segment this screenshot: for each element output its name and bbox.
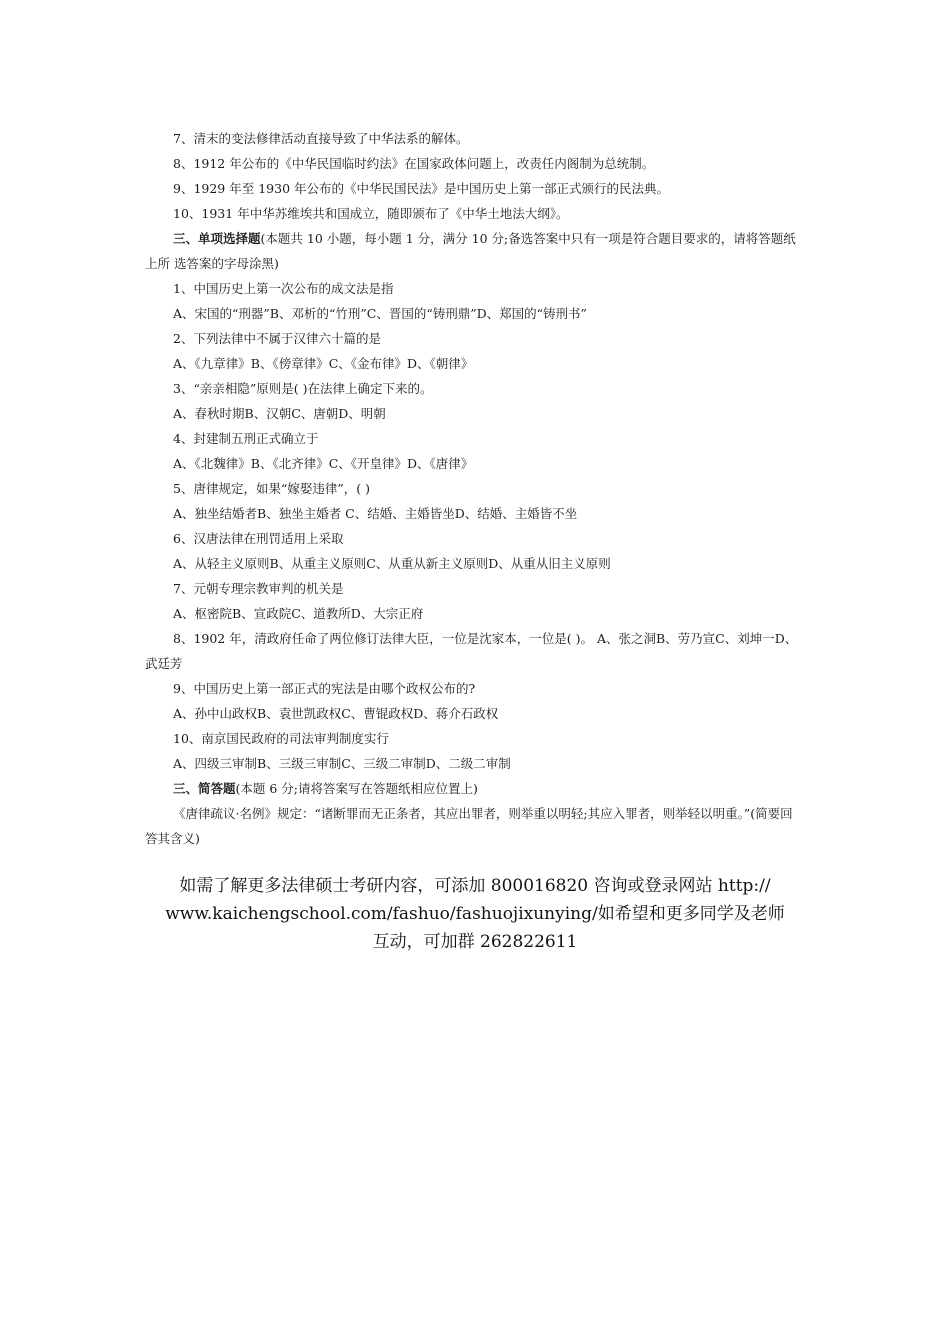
mc-line: 2、下列法律中不属于汉律六十篇的是: [173, 331, 381, 346]
tf-item-8: 8、1912 年公布的《中华民国临时约法》在国家政体问题上，改责任内阁制为总统制。: [173, 156, 655, 171]
mc-section-heading: [145, 226, 805, 276]
mc-line: 9、中国历史上第一部正式的宪法是由哪个政权公布的?: [173, 681, 476, 696]
mc-line: 3、“亲亲相隐”原则是( )在法律上确定下来的。: [173, 381, 433, 396]
mc-line: 10、南京国民政府的司法审判制度实行: [173, 731, 389, 746]
mc-line: A、宋国的“刑器”B、邓析的“竹刑”C、晋国的“铸刑鼎”D、郑国的“铸刑书”: [173, 306, 587, 321]
footer-line-1: 如需了解更多法律硕士考研内容，可添加 800016820 咨询或登录网站 http://: [179, 876, 771, 896]
mc-line: 6、汉唐法律在刑罚适用上采取: [173, 531, 344, 546]
mc-line: 1、中国历史上第一次公布的成文法是指: [173, 281, 394, 296]
mc-line: A、枢密院B、宣政院C、道教所D、大宗正府: [173, 606, 424, 621]
footer-line-2: www.kaichengschool.com/fashuo/fashuojixunying/如希望和更多同学及老师: [165, 904, 785, 924]
mc-line: A、春秋时期B、汉朝C、唐朝D、明朝: [173, 406, 386, 421]
sa-section-instruction: (本题 6 分;请将答案写在答题纸相应位置上): [235, 781, 478, 796]
mc-line: A、《九章律》B、《傍章律》C、《金布律》D、《朝律》: [173, 356, 474, 371]
sa-question: 《唐律疏议·名例》规定：“诸断罪而无正条者，其应出罪者，则举重以明轻;其应入罪者，则举轻以明重。”(简要回答其含义): [145, 806, 793, 846]
mc-line: 7、元朝专理宗教审判的机关是: [173, 581, 344, 596]
document-body: [145, 126, 805, 851]
tf-item-10: 10、1931 年中华苏维埃共和国成立，随即颁布了《中华土地法大纲》。: [173, 206, 569, 221]
sa-section-title: 三、简答题: [173, 781, 236, 796]
sa-section-heading: [145, 776, 805, 801]
tf-item-7: 7、清末的变法修律活动直接导致了中华法系的解体。: [173, 131, 469, 146]
mc-line: 5、唐律规定，如果“嫁娶违律”，( ): [173, 481, 370, 496]
mc-question-8: 8、1902 年，清政府任命了两位修订法律大臣，一位是沈家本，一位是( )。 A、张之洞B、劳乃宣C、刘坤一D、武廷芳: [145, 631, 798, 671]
mc-line: A、《北魏律》B、《北齐律》C、《开皇律》D、《唐律》: [173, 456, 474, 471]
mc-section-instruction: (本题共 10 小题，每小题 1 分，满分 10 分;备选答案中只有一项是符合题目要求的，请将答题纸上所 选答案的字母涂黑): [145, 231, 796, 271]
mc-line: A、孙中山政权B、袁世凯政权C、曹锟政权D、蒋介石政权: [173, 706, 499, 721]
mc-line: A、独坐结婚者B、独坐主婚者 C、结婚、主婚皆坐D、结婚、主婚皆不坐: [173, 506, 578, 521]
mc-line: 4、封建制五刑正式确立于: [173, 431, 319, 446]
promo-footer: [140, 872, 810, 956]
mc-line: A、四级三审制B、三级三审制C、三级二审制D、二级二审制: [173, 756, 511, 771]
mc-line: A、从轻主义原则B、从重主义原则C、从重从新主义原则D、从重从旧主义原则: [173, 556, 611, 571]
footer-line-3: 互动，可加群 262822611: [372, 932, 578, 952]
mc-section-title: 三、单项选择题: [173, 231, 261, 246]
tf-item-9: 9、1929 年至 1930 年公布的《中华民国民法》是中国历史上第一部正式颁行的民法典。: [173, 181, 669, 196]
